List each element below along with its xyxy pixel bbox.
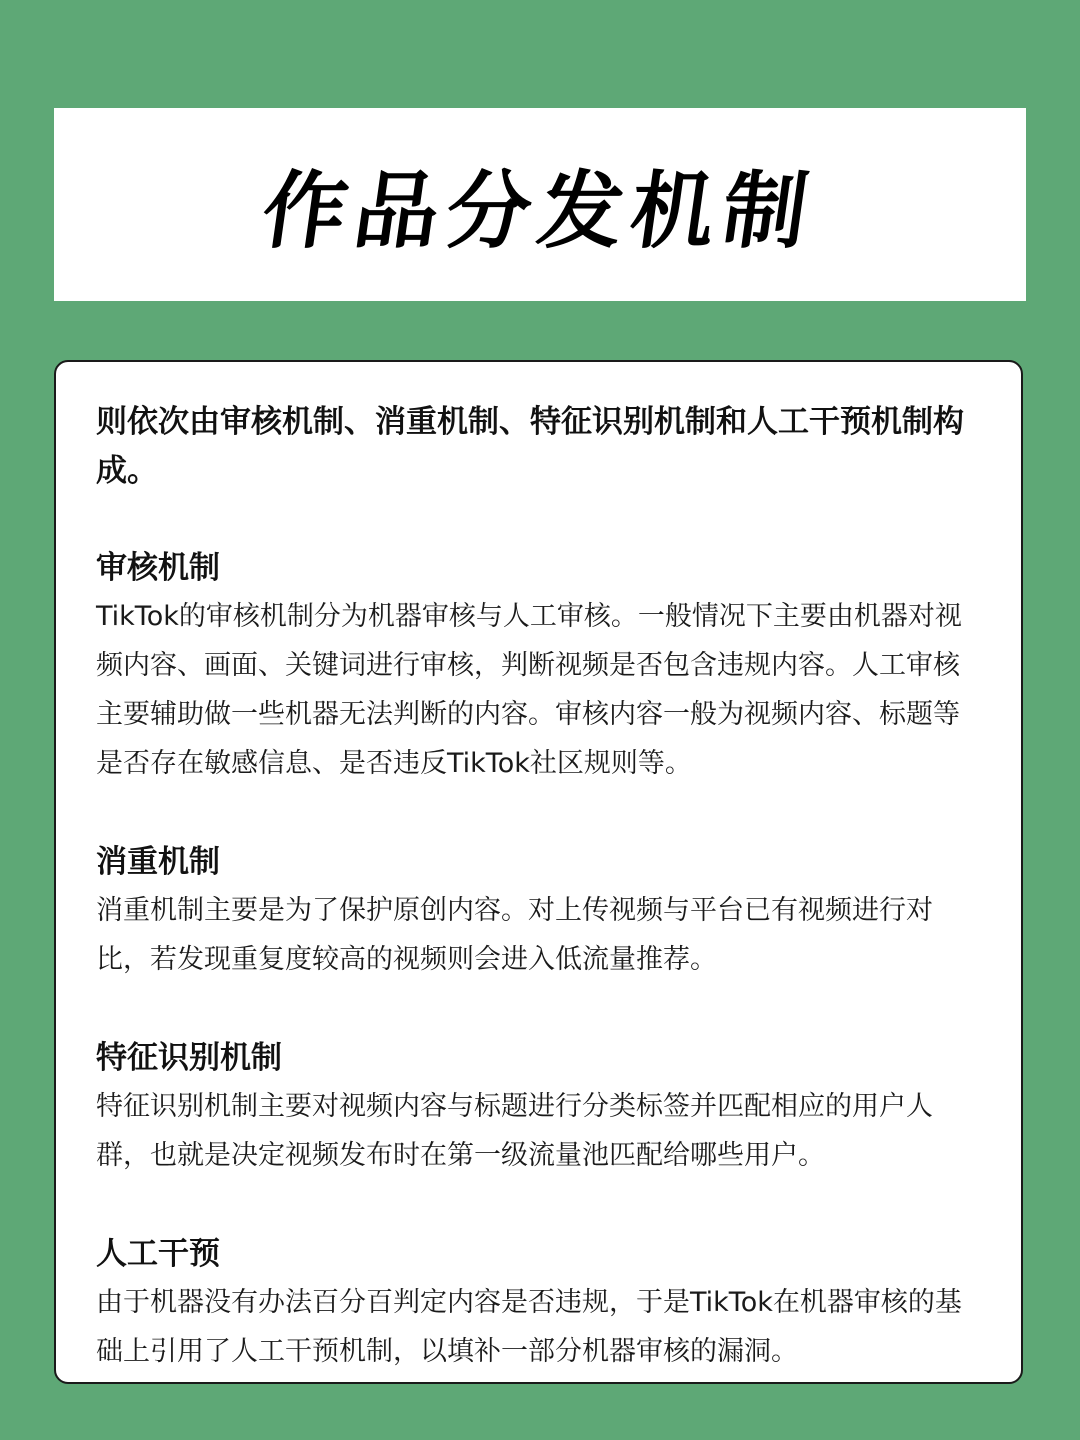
- title-banner: [54, 108, 1026, 301]
- intro-text: 则依次由审核机制、消重机制、特征识别机制和人工干预机制构成。: [96, 404, 964, 489]
- section-review: [96, 544, 986, 788]
- section-body: TikTok的审核机制分为机器审核与人工审核。一般情况下主要由机器对视频内容、画面、关键词进行审核，判断视频是否包含违规内容。人工审核主要辅助做一些机器无法判断的内容。审核内容一般为视频内容、标题等是否存在敏感信息、是否违反TikTok社区规则等。: [96, 601, 962, 779]
- section-heading: 消重机制: [96, 844, 220, 880]
- section-feature-recognition: [96, 1034, 986, 1180]
- section-manual-intervention: [96, 1230, 986, 1376]
- section-heading: 人工干预: [96, 1236, 220, 1272]
- page-title: 作品分发机制: [256, 162, 822, 260]
- section-body: 特征识别机制主要对视频内容与标题进行分类标签并匹配相应的用户人群，也就是决定视频发布时在第一级流量池匹配给哪些用户。: [96, 1091, 933, 1171]
- section-dedup: [96, 838, 986, 984]
- section-heading: 审核机制: [96, 550, 220, 586]
- section-body: 由于机器没有办法百分百判定内容是否违规，于是TikTok在机器审核的基础上引用了人工干预机制，以填补一部分机器审核的漏洞。: [96, 1287, 962, 1367]
- section-heading: 特征识别机制: [96, 1040, 282, 1076]
- content-card: [54, 360, 1023, 1384]
- section-body: 消重机制主要是为了保护原创内容。对上传视频与平台已有视频进行对比，若发现重复度较高的视频则会进入低流量推荐。: [96, 895, 933, 975]
